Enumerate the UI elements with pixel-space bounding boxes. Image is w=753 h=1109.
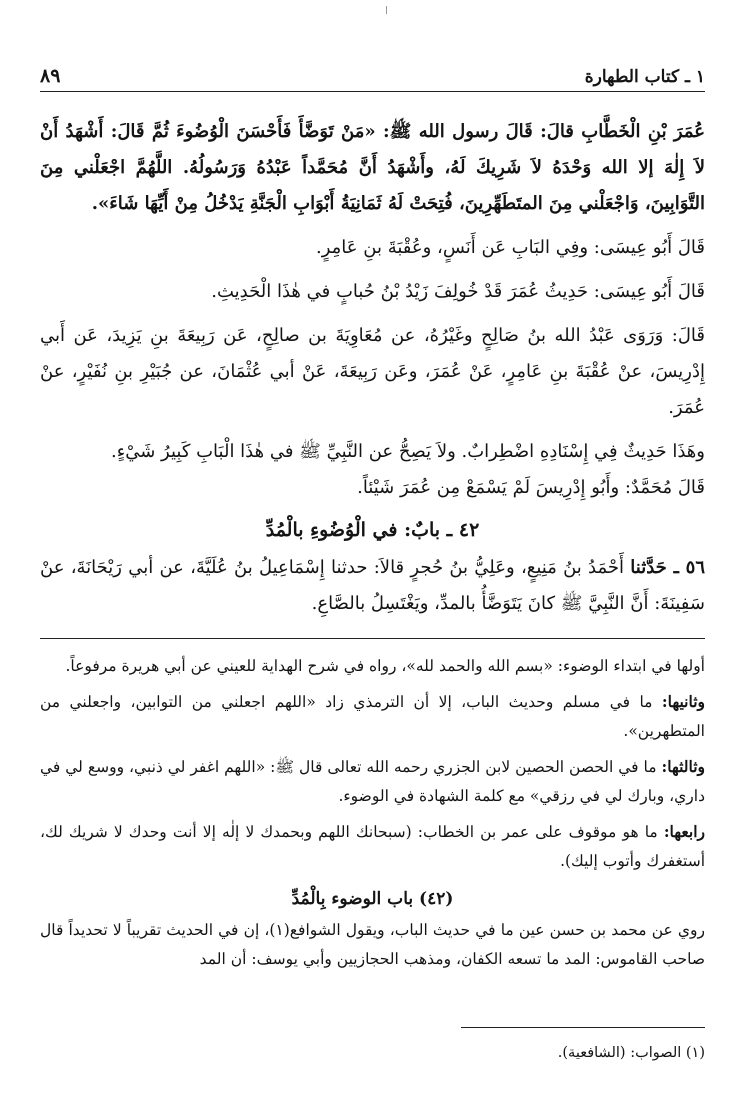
main-text — [40, 114, 705, 622]
footnote-divider — [461, 1027, 705, 1028]
note-text: ما في الحصن الحصين لابن الجزري رحمه الله تعالى قال ﷺ: «اللهم اغفر لي ذنبي، ووسع لي في داري، وبارك لي في رزقي» مع كلمة الشهادة في الوضوء. — [40, 758, 705, 805]
section-divider — [40, 638, 705, 639]
commentary — [40, 652, 705, 980]
narration-chain: قَالَ: وَرَوَى عَبْدُ الله بنُ صَالِحٍ وغَيْرُهُ، عن مُعَاوِيَةَ بن صالِحٍ، عَن رَبِيعَةَ بنِ يَزِيدَ، عَن أَبي إِدْرِيسَ، عنْ عُقْبَةَ بنِ عَامِرٍ، عَنْ عُمَرَ، وعَن رَبِيعَةَ، عَنْ أبي عُثْمَانَ، عن جُبَيْرِ بنِ نُفَيْرٍ، عنْ عُمَرَ. — [40, 325, 705, 418]
hadith-56 — [40, 550, 705, 622]
note-fourth — [40, 817, 705, 876]
scan-mark — [386, 6, 387, 14]
hadith-56-text: أَحْمَدُ بنُ مَنِيعٍ، وعَلِيُّ بنُ حُجرٍ قالاَ: حدثنا إِسْمَاعِيلُ بنُ عُلَيَّةَ، عن أبي رَيْحَانَةَ، عنْ سَفِينَةَ: أَنَّ النَّبِيَّ ﷺ كانَ يَتَوَضَّأُ بالمدِّ، ويَغْتَسِلُ بالصَّاعِ. — [40, 557, 705, 614]
hadith-number: ٥٦ ـ حَدَّثنا — [630, 557, 705, 578]
note-lead: وثانيها: — [661, 692, 705, 711]
note-lead: رابعها: — [663, 822, 705, 841]
note-last: روي عن محمد بن حسن عين ما في حديث الباب، ويقول الشوافع(١)، إن في الحديث تقريباً لا تحديداً قال صاحب القاموس: المد ما تسعه الكفان، ومذهب الحجازيين وأبي يوسف: أن المد — [40, 921, 705, 968]
note-third — [40, 752, 705, 811]
note-text: ما هو موقوف على عمر بن الخطاب: (سبحانك اللهم وبحمدك لا إلٰه إلا أنت وحدك لا شريك لك، أستغفرك وأتوب إليك). — [40, 823, 705, 870]
page-header — [40, 62, 705, 92]
note-text: ما في مسلم وحديث الباب، إلا أن الترمذي زاد «اللهم اجعلني من التوابين، واجعلني من المتطهرين». — [40, 693, 705, 740]
abu-isa-comment-1: قَالَ أَبُو عِيسَى: وفِي البَابِ عَن أَنَسٍ، وعُقْبَةَ بنِ عَامِرٍ. — [316, 237, 705, 258]
abu-isa-comment-2: قَالَ أَبُو عِيسَى: حَدِيثُ عُمَرَ قَدْ خُولِفَ زَيْدُ بْنُ حُبابٍ في هٰذَا الْحَدِيثِ. — [211, 281, 705, 302]
muhammad-comment: قَالَ مُحَمَّدٌ: وأَبُو إِدْرِيسَ لَمْ يَسْمَعْ مِن عُمَرَ شَيْئاً. — [357, 477, 705, 498]
note-lead: وثالثها: — [661, 757, 705, 776]
note-second — [40, 687, 705, 746]
commentary-heading: (٤٢) باب الوضوء بِالْمُدِّ — [291, 889, 454, 909]
running-title: ١ ـ كتاب الطهارة — [584, 67, 705, 87]
isnad-comment: وهَذَا حَدِيثٌ فِي إِسْنَادِهِ اضْطِرابٌ. ولاَ يَصِحُّ عن النَّبِيِّ ﷺ في هٰذَا الْبَابِ كَبِيرُ شَيْءٍ. — [111, 441, 705, 462]
page-number: ٨٩ — [40, 65, 61, 87]
note-first: أولها في ابتداء الوضوء: «بسم الله والحمد لله»، رواه في شرح الهداية للعيني عن أبي هريرة مرفوعاً. — [65, 657, 705, 675]
hadith-text-continued: عُمَرَ بْنِ الْخَطَّابِ قالَ: قَالَ رسول الله ﷺ: «مَنْ تَوَضَّأَ فَأَحْسَنَ الْوُضُوءَ ثُمَّ قَالَ: أَشْهَدُ أَنْ لاَ إِلٰهَ إلا الله وَحْدَهُ لاَ شَرِيكَ لَهُ، وأَشْهَدُ أَنَّ مُحَمَّداً عَبْدُهُ وَرَسُولُهُ. اللَّهُمَّ اجْعَلْني مِنَ التَّوَابِينَ، وَاجْعَلْني مِنَ المتَطَهِّرِينَ، فُتِحَتْ لَهُ ثَمَانِيَةُ أَبْوَابِ الْجَنَّةِ يَدْخُلُ مِنْ أَيِّهَا شَاءَ». — [40, 121, 705, 214]
footnote: (١) الصواب: (الشافعية). — [557, 1045, 705, 1061]
chapter-heading: ٤٢ ـ بابٌ: في الْوُضُوءِ بالْمُدِّ — [265, 519, 480, 541]
